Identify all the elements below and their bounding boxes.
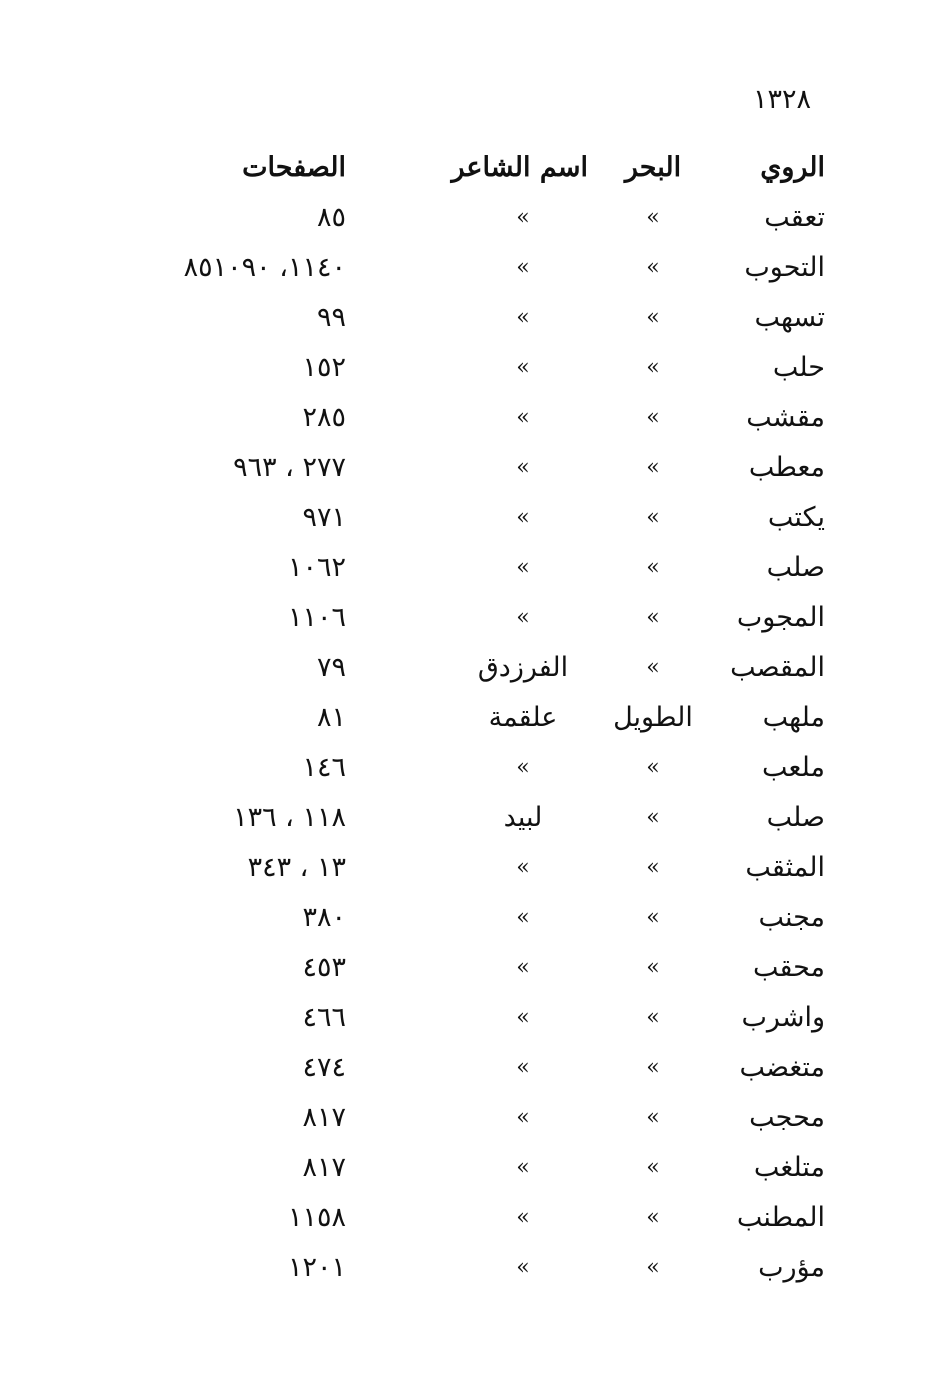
rhyme-cell: مؤرب [758,1252,825,1283]
table-row [0,644,933,694]
rhyme-cell: متغضب [739,1052,825,1083]
table-row [0,1244,933,1294]
table-row [0,844,933,894]
rhyme-cell: محجب [749,1102,825,1133]
table-row [0,744,933,794]
meter-cell: » [646,355,660,380]
table-row [0,994,933,1044]
table-row [0,1194,933,1244]
pages-cell: ١١٥٨ [287,1202,346,1233]
meter-cell: » [646,1255,660,1280]
rhyme-cell: صلب [766,552,825,583]
pages-cell: ٧٩ [316,652,346,683]
meter-cell: » [646,255,660,280]
table-row [0,694,933,744]
pages-cell: ١١٤٠، ٨٥١٠٩٠ [183,252,346,283]
rhyme-cell: متلغب [753,1152,825,1183]
poet-cell: » [516,555,530,580]
header-meter: البحر [624,152,682,183]
rhyme-cell: يكتب [767,502,825,533]
meter-cell: » [646,1205,660,1230]
meter-cell: » [646,205,660,230]
pages-cell: ٢٨٥ [302,402,346,433]
meter-cell: » [646,1055,660,1080]
poet-cell: » [516,605,530,630]
poet-cell: علقمة [488,702,558,733]
rhyme-cell: التحوب [744,252,825,283]
rhyme-cell: تسهب [754,302,825,333]
table-body [0,194,933,1294]
pages-cell: ٣٨٠ [302,902,346,933]
table-row [0,194,933,244]
table-row [0,294,933,344]
rhyme-cell: واشرب [741,1002,825,1033]
table-row [0,244,933,294]
pages-cell: ١٥٢ [302,352,346,383]
poet-cell: » [516,1005,530,1030]
rhyme-cell: مقشب [746,402,825,433]
table-row [0,444,933,494]
meter-cell: » [646,755,660,780]
poet-cell: » [516,505,530,530]
meter-cell: » [646,605,660,630]
meter-cell: » [646,805,660,830]
rhyme-cell: المقصب [730,652,825,683]
meter-cell: » [646,1005,660,1030]
rhyme-cell: معطب [748,452,825,483]
meter-cell: » [646,855,660,880]
rhyme-cell: المثقب [745,852,825,883]
header-poet: اسم الشاعر [451,152,588,183]
poet-cell: » [516,855,530,880]
meter-cell: » [646,455,660,480]
rhyme-cell: المطنب [736,1202,825,1233]
pages-cell: ٨١٧ [302,1152,346,1183]
rhyme-index-table [0,144,933,1294]
pages-cell: ٤٥٣ [302,952,346,983]
table-row [0,394,933,444]
meter-cell: » [646,405,660,430]
pages-cell: ١٢٠١ [287,1252,346,1283]
rhyme-cell: المجوب [736,602,825,633]
poet-cell: » [516,355,530,380]
meter-cell: الطويل [613,702,693,733]
table-row [0,1044,933,1094]
table-row [0,344,933,394]
table-row [0,1094,933,1144]
meter-cell: » [646,655,660,680]
poet-cell: » [516,205,530,230]
poet-cell: » [516,255,530,280]
meter-cell: » [646,955,660,980]
table-row [0,594,933,644]
poet-cell: الفرزدق [477,652,569,683]
pages-cell: ٨١٧ [302,1102,346,1133]
rhyme-cell: ملعب [762,752,825,783]
poet-cell: » [516,1055,530,1080]
meter-cell: » [646,555,660,580]
page-number: ١٣٢٨ [752,84,811,115]
pages-cell: ٨٥ [316,202,346,233]
table-header-row [0,144,933,194]
table-row [0,894,933,944]
pages-cell: ١١٠٦ [287,602,346,633]
meter-cell: » [646,1155,660,1180]
meter-cell: » [646,305,660,330]
pages-cell: ٩٩ [316,302,346,333]
meter-cell: » [646,905,660,930]
poet-cell: » [516,1155,530,1180]
rhyme-cell: ملهب [762,702,825,733]
poet-cell: » [516,305,530,330]
table-row [0,494,933,544]
table-row [0,944,933,994]
pages-cell: ٤٧٤ [302,1052,346,1083]
poet-cell: » [516,1105,530,1130]
rhyme-cell: صلب [766,802,825,833]
poet-cell: لبيد [503,802,543,833]
rhyme-cell: محقب [752,952,825,983]
pages-cell: ٨١ [316,702,346,733]
pages-cell: ١٤٦ [302,752,346,783]
poet-cell: » [516,1255,530,1280]
poet-cell: » [516,955,530,980]
pages-cell: ٩٧١ [302,502,346,533]
pages-cell: ١١٨ ، ١٣٦ [233,802,346,833]
poet-cell: » [516,455,530,480]
poet-cell: » [516,905,530,930]
table-row [0,794,933,844]
rhyme-cell: حلب [772,352,825,383]
poet-cell: » [516,755,530,780]
table-row [0,1144,933,1194]
meter-cell: » [646,1105,660,1130]
table-row [0,544,933,594]
pages-cell: ٤٦٦ [302,1002,346,1033]
pages-cell: ١٣ ، ٣٤٣ [247,852,346,883]
poet-cell: » [516,405,530,430]
poet-cell: » [516,1205,530,1230]
rhyme-cell: مجنب [758,902,825,933]
pages-cell: ٢٧٧ ، ٩٦٣ [233,452,346,483]
meter-cell: » [646,505,660,530]
rhyme-cell: تعقب [764,202,825,233]
header-pages: الصفحات [242,152,346,183]
pages-cell: ١٠٦٢ [287,552,346,583]
header-rhyme: الروي [760,152,825,183]
